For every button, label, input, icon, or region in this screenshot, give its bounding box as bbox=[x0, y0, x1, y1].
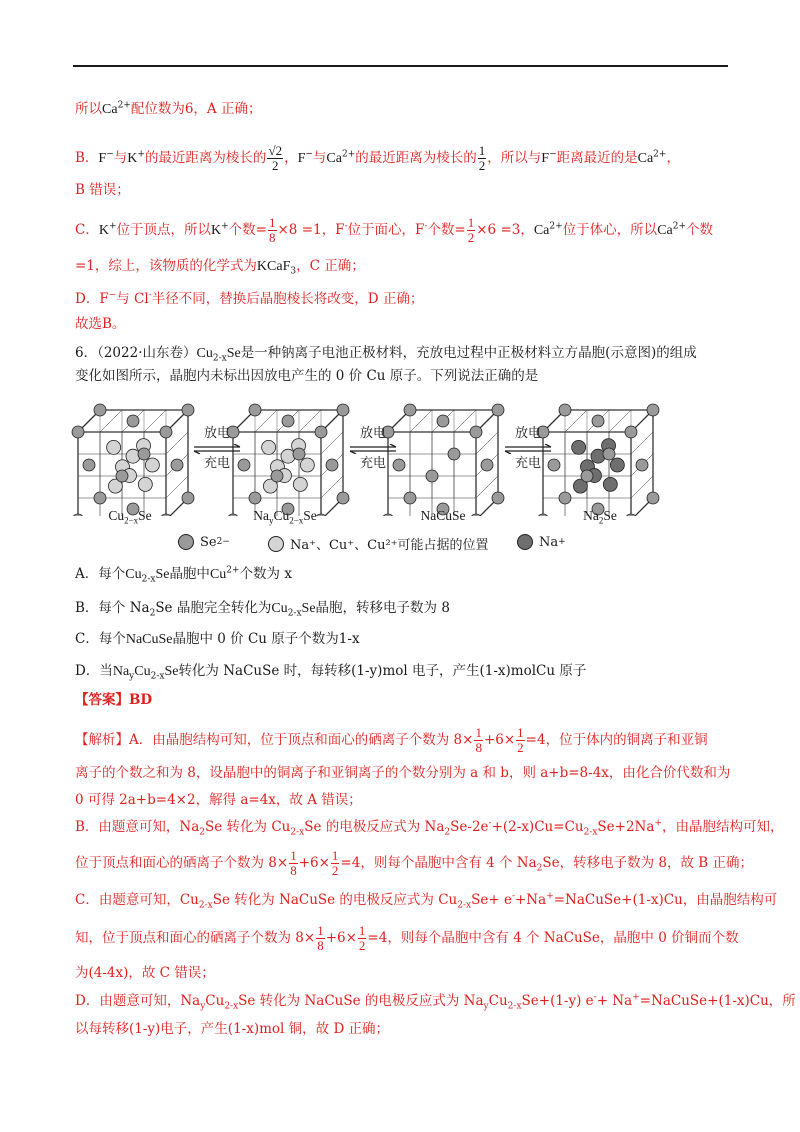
se-ion bbox=[426, 470, 438, 482]
se-ion bbox=[337, 492, 349, 504]
double-arrow-icon bbox=[348, 444, 398, 454]
double-arrow-icon bbox=[503, 444, 553, 454]
prev-line-d: D．F−与 Cl-半径不同，替换后晶胞棱长将改变，D 正确； bbox=[75, 290, 424, 307]
fraction: $\frac{1}{2}$ bbox=[478, 143, 486, 173]
legend-na: Na + bbox=[517, 534, 566, 550]
se-ion bbox=[127, 415, 139, 427]
cation-site bbox=[107, 440, 121, 454]
se-ion bbox=[581, 470, 593, 482]
se-ion bbox=[404, 492, 416, 504]
prev-line-b: B．F−与K+的最近距离为棱长的 $\frac{√2}{2}$ ，F−与$Ca^{2+}$的最近距离为棱长的 $\frac{1}{2}$ ，所以与F−距离最近的是$Ca^{2+}$， bbox=[75, 143, 680, 173]
prev-line-a: 所以$Ca^{2+}$配位数为6，A 正确； bbox=[75, 100, 262, 117]
analysis-d-1: D．由题意可知，$Na_yCu_{2-x}Se$ 转化为 NaCuSe 的电极反应式为 $Na_yCu_{2-x}Se+(1-y)$ e-+ Na+=NaCuSe+(1-x)Cu，所 bbox=[75, 992, 796, 1012]
analysis-c-1: C．由题意可知，$Cu_{2-x}Se$ 转化为 NaCuSe 的电极反应式为 $Cu_{2-x}Se+$ e-+Na+=NaCuSe+(1-x)Cu，由晶胞结构可 bbox=[75, 891, 778, 911]
se-ion bbox=[647, 404, 659, 416]
legend-swatch bbox=[517, 534, 533, 550]
caption-naycu2-xse: $Na_yCu_{2-x}Se$ bbox=[253, 508, 317, 526]
se-ion bbox=[559, 404, 571, 416]
discharge-charge-arrow-1: 放电 充电 bbox=[187, 424, 247, 474]
double-arrow-icon bbox=[192, 444, 242, 454]
analysis-c-2: 知，位于顶点和面心的硒离子个数为 8× $\frac{1}{8}$ +6× $\frac{1}{2}$ =4，则每个晶胞中含有 4 个 NaCuSe，晶胞中 0 价铜而个数 bbox=[75, 923, 739, 953]
analysis-a-1: 【解析】A．由晶胞结构可知，位于顶点和面心的硒离子个数为 8× $\frac{1}{8}$ +6× $\frac{1}{2}$ =4，位于体内的铜离子和亚铜 bbox=[75, 725, 708, 755]
cation-site bbox=[572, 440, 586, 454]
se-ion bbox=[293, 448, 305, 460]
fraction: $\frac{1}{8}$ bbox=[317, 923, 324, 953]
se-ion bbox=[404, 404, 416, 416]
analysis-a-3: 0 可得 2a+b=4×2，解得 a=4x，故 A 错误； bbox=[75, 792, 362, 808]
se-ion bbox=[171, 459, 183, 471]
se-ion bbox=[625, 426, 637, 438]
question-stem-line1: 6．（2022·山东卷）$Cu_{2-x}Se$是一种钠离子电池正极材料，充放电过程中正极材料立方晶胞(示意图)的组成 bbox=[75, 345, 697, 364]
legend-swatch bbox=[268, 536, 284, 552]
analysis-c-3: 为(4-4x)，故 C 错误； bbox=[75, 965, 215, 981]
caption-na2se: $Na_2Se$ bbox=[583, 508, 617, 526]
legend-se: Se 2− bbox=[178, 534, 230, 550]
fraction: $\frac{1}{8}$ bbox=[290, 848, 297, 878]
discharge-charge-arrow-2: 放电 充电 bbox=[343, 424, 403, 474]
cation-site bbox=[603, 477, 617, 491]
se-ion bbox=[315, 426, 327, 438]
se-ion bbox=[481, 459, 493, 471]
se-ion bbox=[138, 448, 150, 460]
fraction: $\frac{1}{2}$ bbox=[358, 923, 366, 953]
se-ion bbox=[182, 404, 194, 416]
fraction: $\frac{1}{2}$ bbox=[331, 848, 339, 878]
se-ion bbox=[492, 492, 504, 504]
se-ion bbox=[72, 426, 84, 438]
se-ion bbox=[559, 492, 571, 504]
se-ion bbox=[337, 404, 349, 416]
cation-site bbox=[610, 458, 624, 472]
cation-site bbox=[591, 449, 605, 463]
se-ion bbox=[636, 459, 648, 471]
discharge-charge-arrow-3: 放电 充电 bbox=[498, 424, 558, 474]
se-ion bbox=[647, 492, 659, 504]
analysis-a-2: 离子的个数之和为 8，设晶胞中的铜离子和亚铜离子的个数分别为 a 和 b，则 a+b=8-4x，由化合价代数和为 bbox=[75, 765, 731, 781]
legend-swatch bbox=[178, 534, 194, 550]
se-ion bbox=[470, 426, 482, 438]
caption-nacuse: NaCuSe bbox=[420, 508, 466, 523]
analysis-b-2: 位于顶点和面心的硒离子个数为 8× $\frac{1}{8}$ +6× $\frac{1}{2}$ =4，则每个晶胞中含有 4 个 $Na_2Se$，转移电子数为 8，故 B 正确； bbox=[75, 848, 754, 878]
caption-cu2-xse: $Cu_{2-x}Se$ bbox=[108, 508, 152, 526]
se-ion bbox=[282, 415, 294, 427]
question-stem-line2: 变化如图所示，晶胞内未标出因放电产生的 0 价 Cu 原子。下列说法正确的是 bbox=[75, 368, 539, 384]
option-c: C．每个NaCuSe晶胞中 0 价 Cu 原子个数为1-x bbox=[75, 631, 360, 647]
header-rule bbox=[73, 65, 728, 67]
se-ion bbox=[271, 470, 283, 482]
cation-site bbox=[293, 477, 307, 491]
se-ion bbox=[603, 448, 615, 460]
cation-site bbox=[262, 440, 276, 454]
legend-cation-sites: Na⁺、Cu⁺、Cu²⁺可能占据的位置 bbox=[268, 534, 489, 553]
fraction: $\frac{1}{2}$ bbox=[517, 725, 524, 755]
se-ion bbox=[448, 448, 460, 460]
cation-site bbox=[145, 458, 159, 472]
cation-site bbox=[300, 458, 314, 472]
cation-site bbox=[281, 449, 295, 463]
fraction: $\frac{1}{2}$ bbox=[467, 215, 475, 245]
fraction: $\frac{1}{8}$ bbox=[475, 725, 482, 755]
option-b: B．每个 $Na_2Se$ 晶胞完全转化为$Cu_{2-x}Se$晶胞，转移电子数为 8 bbox=[75, 600, 450, 619]
se-ion bbox=[492, 404, 504, 416]
se-ion bbox=[592, 415, 604, 427]
crystal-figure bbox=[70, 396, 735, 556]
se-ion bbox=[437, 415, 449, 427]
analysis-b-1: B．由题意可知，$Na_2Se$ 转化为 $Cu_{2-x}Se$ 的电极反应式为 $Na_2Se-2e^-+(2-x)Cu=Cu_{2-x}Se+2Na^+$，由晶胞结构可知， bbox=[75, 818, 784, 838]
prev-line-c: C．K+位于顶点，所以K+个数= $\frac{1}{8}$ ×8 =1，F-位于面心，F-个数= $\frac{1}{2}$ ×6 =3，$Ca^{2+}$位于体心，所以$Ca^{2+}$个数 bbox=[75, 215, 714, 245]
option-d: D．当$Na_yCu_{2-x}Se$转化为 NaCuSe 时，每转移(1-y)mol 电子，产生(1-x)molCu 原子 bbox=[75, 663, 587, 682]
answer-line: 【答案】BD bbox=[75, 692, 153, 708]
prev-conclusion: 故选B。 bbox=[75, 316, 126, 332]
se-ion bbox=[116, 470, 128, 482]
analysis-d-2: 以每转移(1-y)电子，产生(1-x)mol 铜，故 D 正确； bbox=[75, 1021, 390, 1037]
se-ion bbox=[94, 492, 106, 504]
fraction: $\frac{√2}{2}$ bbox=[268, 143, 283, 173]
option-a: A．每个$Cu_{2-x}Se$晶胞中$Cu^{2+}$个数为 x bbox=[75, 565, 292, 585]
se-ion bbox=[160, 426, 172, 438]
se-ion bbox=[249, 492, 261, 504]
cation-site bbox=[126, 449, 140, 463]
se-ion bbox=[182, 492, 194, 504]
se-ion bbox=[326, 459, 338, 471]
se-ion bbox=[249, 404, 261, 416]
se-ion bbox=[83, 459, 95, 471]
fraction: $\frac{1}{8}$ bbox=[269, 215, 276, 245]
se-ion bbox=[94, 404, 106, 416]
prev-line-c2: =1，综上，该物质的化学式为KCaF$_3$，C 正确； bbox=[75, 258, 365, 277]
prev-line-b2: B 错误； bbox=[75, 182, 130, 198]
cation-site bbox=[138, 477, 152, 491]
